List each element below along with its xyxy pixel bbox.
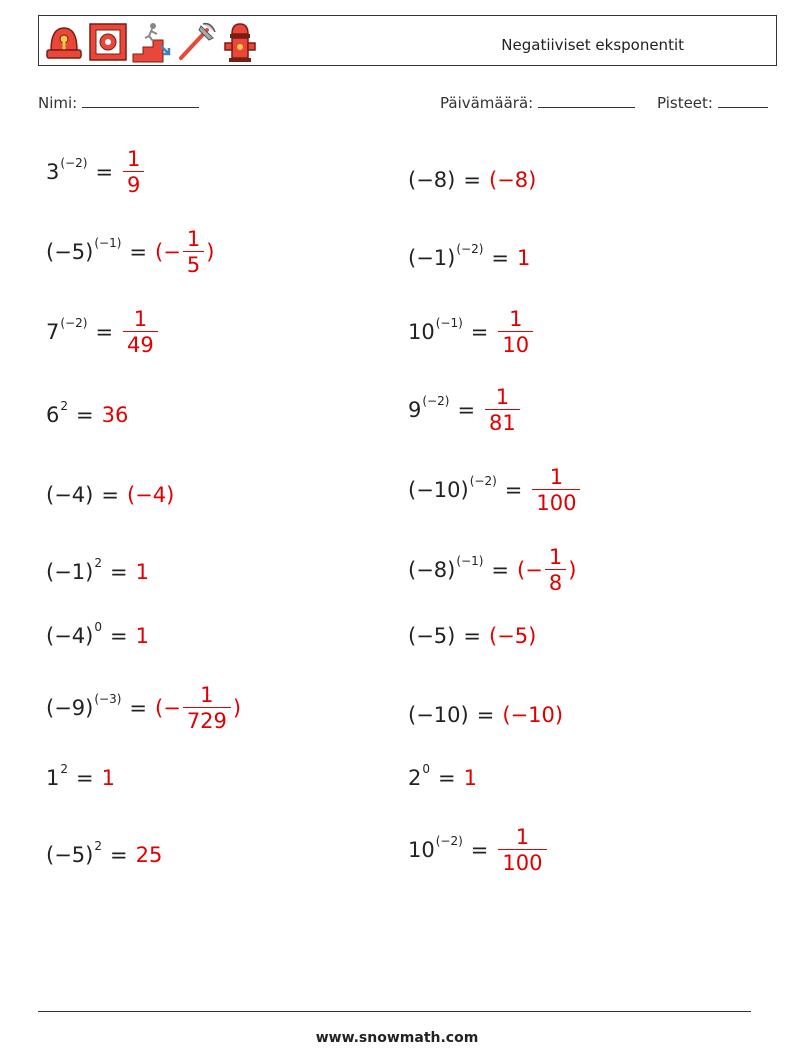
answer-suffix: ): [568, 558, 577, 582]
problem-base: (−8): [408, 168, 456, 192]
answer-value: (−10): [502, 703, 564, 727]
equals-sign: =: [470, 838, 489, 862]
fraction-denominator: 5: [186, 252, 201, 277]
date-label: Päivämäärä:: [440, 94, 534, 112]
answer-fraction: [183, 683, 231, 734]
icon-strip: [43, 20, 261, 64]
problem-answer: [483, 385, 522, 436]
problem-item: [46, 483, 174, 507]
answer-fraction: [183, 227, 204, 278]
problem-exponent: (−1): [94, 236, 122, 250]
problem-base: (−4): [46, 483, 94, 507]
fraction-numerator: 1: [549, 464, 564, 489]
problem-exponent: (−3): [94, 692, 122, 706]
problem-exponent: 0: [94, 620, 102, 634]
equals-sign: =: [463, 168, 481, 192]
answer-fraction: [532, 465, 580, 516]
fire-hydrant-icon: [219, 20, 261, 64]
problem-exponent: 2: [94, 556, 102, 570]
problem-answer: [496, 825, 548, 876]
problem-exponent: 0: [422, 762, 431, 776]
problem-base: (−4): [46, 624, 94, 648]
equals-sign: =: [129, 696, 148, 720]
problem-exponent: 2: [94, 839, 102, 853]
equals-sign: =: [463, 624, 481, 648]
problem-exponent: (−2): [60, 156, 88, 170]
problem-answer: [102, 403, 129, 427]
problem-exponent: (−2): [435, 834, 463, 848]
problem-item: [408, 762, 477, 790]
problem-answer: [517, 246, 530, 270]
score-field[interactable]: [657, 94, 768, 112]
equals-sign: =: [95, 320, 114, 344]
problem-base: 7: [46, 320, 60, 344]
answer-value: 1: [517, 246, 531, 270]
fraction-numerator: 1: [186, 226, 201, 251]
fraction-numerator: 1: [495, 384, 510, 409]
fraction-numerator: 1: [548, 544, 563, 569]
problem-answer: [127, 483, 174, 507]
equals-sign: =: [457, 398, 476, 422]
problem-exponent: (−2): [456, 242, 484, 256]
answer-value: 1: [463, 766, 477, 790]
problem-item: [408, 545, 576, 596]
problem-item: [408, 465, 582, 516]
problem-answer: [155, 683, 241, 734]
problem-answer: [102, 766, 115, 790]
problem-answer: [517, 545, 576, 596]
fraction-denominator: 9: [127, 172, 141, 197]
problem-answer: [136, 560, 149, 584]
answer-value: (−5): [488, 624, 537, 648]
problem-base: 1: [46, 766, 60, 790]
problem-base: (−8): [408, 558, 456, 582]
equals-sign: =: [129, 240, 148, 264]
answer-prefix: (−: [155, 240, 181, 264]
problem-exponent: 2: [60, 399, 69, 413]
answer-fraction: [545, 545, 566, 596]
problem-item: [408, 825, 549, 876]
problem-item: [408, 703, 563, 727]
problem-exponent: (−2): [60, 316, 88, 330]
problem-base: 9: [408, 398, 422, 422]
problem-item: [46, 620, 149, 648]
answer-value: 1: [101, 766, 115, 790]
problem-base: (−1): [408, 246, 456, 270]
score-label: Pisteet:: [657, 94, 713, 112]
problem-exponent: 2: [60, 762, 69, 776]
answer-suffix: ): [232, 696, 242, 720]
equals-sign: =: [76, 403, 94, 427]
date-blank[interactable]: [538, 95, 635, 108]
footer-url: www.snowmath.com: [315, 1030, 479, 1046]
footer-divider: [38, 1011, 751, 1012]
equals-sign: =: [491, 558, 510, 582]
equals-sign: =: [95, 160, 114, 184]
fire-axe-icon: [175, 20, 217, 64]
problem-answer: [121, 307, 160, 358]
problem-base: 6: [46, 403, 60, 427]
problem-item: [46, 399, 129, 427]
problem-base: (−5): [408, 624, 456, 648]
problem-item: [46, 147, 146, 198]
name-blank[interactable]: [82, 95, 199, 108]
answer-value: (−4): [126, 483, 175, 507]
equals-sign: =: [109, 560, 128, 584]
problem-answer: [489, 624, 536, 648]
problem-answer: [489, 168, 536, 192]
fraction-denominator: 10: [502, 332, 530, 357]
problem-item: [46, 839, 163, 867]
problem-answer: [496, 307, 535, 358]
problem-exponent: (−1): [435, 316, 463, 330]
fraction-numerator: 1: [200, 682, 214, 707]
answer-value: (−8): [488, 168, 537, 192]
problem-item: [408, 624, 536, 648]
problem-answer: [155, 227, 214, 278]
problem-exponent: (−2): [422, 394, 450, 408]
problem-exponent: (−2): [469, 474, 497, 488]
answer-fraction: [498, 307, 533, 358]
answer-fraction: [123, 147, 144, 198]
answer-value: 36: [101, 403, 129, 427]
fraction-denominator: 8: [548, 570, 563, 595]
worksheet-header: [38, 15, 777, 66]
worksheet-title: Negatiiviset eksponentit: [501, 36, 684, 54]
answer-value: 1: [135, 624, 149, 648]
fraction-numerator: 1: [515, 824, 530, 849]
problem-item: [408, 307, 535, 358]
name-label: Nimi:: [38, 94, 78, 112]
answer-suffix: ): [206, 240, 215, 264]
problem-item: [46, 683, 241, 734]
answer-prefix: (−: [517, 558, 543, 582]
fraction-denominator: 81: [489, 410, 516, 435]
equals-sign: =: [76, 766, 94, 790]
equals-sign: =: [476, 703, 495, 727]
equals-sign: =: [504, 478, 523, 502]
problem-base: 2: [408, 766, 422, 790]
date-field[interactable]: [440, 94, 635, 112]
answer-fraction: [498, 825, 546, 876]
problem-base: (−10): [408, 703, 469, 727]
problem-answer: [136, 624, 149, 648]
problem-item: [408, 385, 522, 436]
equals-sign: =: [109, 843, 128, 867]
problem-item: [408, 168, 536, 192]
problem-base: 10: [408, 838, 435, 862]
fraction-denominator: 100: [502, 850, 543, 875]
answer-value: 25: [135, 843, 163, 867]
answer-value: 1: [135, 560, 149, 584]
equals-sign: =: [491, 246, 510, 270]
equals-sign: =: [101, 483, 119, 507]
problem-item: [46, 227, 214, 278]
equals-sign: =: [470, 320, 489, 344]
fraction-denominator: 100: [536, 490, 577, 515]
fire-alarm-icon: [87, 20, 129, 64]
problem-answer: [530, 465, 582, 516]
problem-base: (−9): [46, 696, 94, 720]
answer-fraction: [123, 307, 158, 358]
problem-item: [46, 556, 149, 584]
answer-fraction: [485, 385, 520, 436]
answer-prefix: (−: [155, 696, 181, 720]
emergency-exit-stairs-icon: [131, 20, 173, 64]
fraction-denominator: 729: [186, 708, 227, 733]
problem-item: [46, 762, 115, 790]
problem-base: (−1): [46, 560, 94, 584]
score-blank[interactable]: [718, 95, 768, 108]
equals-sign: =: [109, 624, 128, 648]
problem-item: [46, 307, 160, 358]
problem-exponent: (−1): [456, 554, 484, 568]
problem-base: (−5): [46, 843, 94, 867]
problem-base: (−10): [408, 478, 469, 502]
fraction-numerator: 1: [133, 306, 148, 331]
fraction-numerator: 1: [509, 306, 523, 331]
problem-answer: [502, 703, 563, 727]
problem-answer: [121, 147, 146, 198]
equals-sign: =: [438, 766, 456, 790]
alarm-light-icon: [43, 20, 85, 64]
problem-answer: [464, 766, 477, 790]
fraction-denominator: 49: [127, 332, 154, 357]
fraction-numerator: 1: [127, 146, 141, 171]
problem-answer: [136, 843, 163, 867]
problem-item: [408, 242, 531, 270]
name-field[interactable]: [38, 94, 199, 112]
problem-base: 3: [46, 160, 60, 184]
problem-base: 10: [408, 320, 435, 344]
problem-base: (−5): [46, 240, 94, 264]
